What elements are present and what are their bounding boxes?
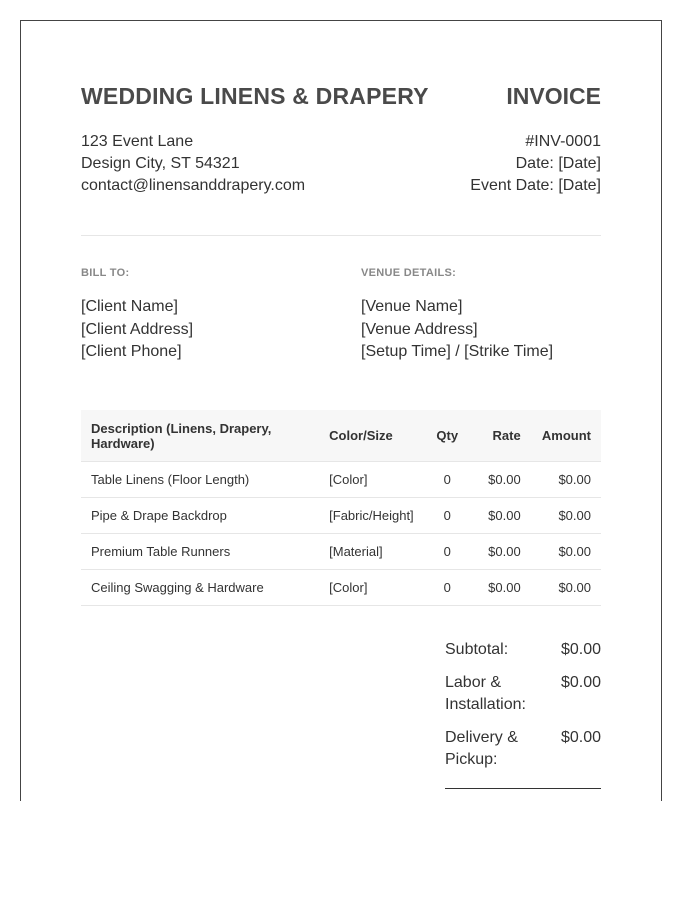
event-date: Event Date: [Date] bbox=[470, 177, 601, 194]
row-color-size: [Color] bbox=[329, 462, 428, 498]
header-color-size: Color/Size bbox=[329, 410, 428, 462]
invoice-page bbox=[20, 20, 662, 801]
venue-address: [Venue Address] bbox=[361, 320, 478, 338]
delivery-label: Delivery & Pickup: bbox=[445, 729, 518, 768]
row-amount: $0.00 bbox=[521, 462, 601, 498]
company-address-line2: Design City, ST 54321 bbox=[81, 155, 240, 172]
venue-heading: VENUE DETAILS: bbox=[361, 267, 457, 279]
totals-section bbox=[445, 639, 601, 782]
invoice-meta bbox=[341, 131, 601, 197]
row-rate: $0.00 bbox=[467, 462, 521, 498]
row-rate: $0.00 bbox=[467, 498, 521, 534]
company-address-line1: 123 Event Lane bbox=[81, 133, 194, 150]
row-rate: $0.00 bbox=[467, 570, 521, 606]
table-header-row bbox=[81, 410, 601, 462]
row-color-size: [Material] bbox=[329, 534, 428, 570]
venue-section bbox=[361, 267, 601, 364]
invoice-header bbox=[81, 83, 601, 110]
company-name: WEDDING LINENS & DRAPERY bbox=[81, 83, 429, 109]
header-qty: Qty bbox=[428, 410, 467, 462]
row-amount: $0.00 bbox=[521, 498, 601, 534]
row-description: Table Linens (Floor Length) bbox=[81, 462, 329, 498]
table-row bbox=[81, 498, 601, 534]
table-row bbox=[81, 534, 601, 570]
row-description: Pipe & Drape Backdrop bbox=[81, 498, 329, 534]
client-name: [Client Name] bbox=[81, 298, 178, 315]
row-description: Premium Table Runners bbox=[81, 534, 329, 570]
row-qty: 0 bbox=[428, 498, 467, 534]
header-rate: Rate bbox=[467, 410, 521, 462]
labor-value: $0.00 bbox=[560, 674, 601, 691]
invoice-number: #INV-0001 bbox=[525, 133, 601, 150]
line-items-table bbox=[81, 410, 601, 606]
venue-name: [Venue Name] bbox=[361, 298, 463, 315]
row-amount: $0.00 bbox=[521, 570, 601, 606]
invoice-date: Date: [Date] bbox=[515, 155, 601, 172]
row-color-size: [Fabric/Height] bbox=[329, 498, 428, 534]
delivery-row bbox=[445, 727, 601, 771]
venue-times: [Setup Time] / [Strike Time] bbox=[361, 343, 554, 360]
table-row bbox=[81, 570, 601, 606]
bill-to-heading: BILL TO: bbox=[81, 267, 130, 279]
row-qty: 0 bbox=[428, 462, 467, 498]
delivery-value: $0.00 bbox=[560, 729, 601, 746]
labor-label: Labor & Installation: bbox=[445, 674, 526, 713]
subtotal-value: $0.00 bbox=[560, 641, 601, 658]
header-divider bbox=[81, 235, 601, 236]
invoice-title: INVOICE bbox=[506, 83, 601, 109]
client-address: [Client Address] bbox=[81, 320, 194, 338]
company-address bbox=[81, 131, 305, 197]
labor-row bbox=[445, 672, 601, 716]
row-qty: 0 bbox=[428, 534, 467, 570]
row-description: Ceiling Swagging & Hardware bbox=[81, 570, 329, 606]
table-row bbox=[81, 462, 601, 498]
row-rate: $0.00 bbox=[467, 534, 521, 570]
row-qty: 0 bbox=[428, 570, 467, 606]
subtotal-row bbox=[445, 639, 601, 661]
row-amount: $0.00 bbox=[521, 534, 601, 570]
bill-to-section bbox=[81, 267, 341, 364]
client-phone: [Client Phone] bbox=[81, 343, 182, 360]
header-amount: Amount bbox=[521, 410, 601, 462]
row-color-size: [Color] bbox=[329, 570, 428, 606]
header-description: Description (Linens, Drapery, Hardware) bbox=[81, 410, 329, 462]
subtotal-label: Subtotal: bbox=[445, 641, 509, 658]
company-email: contact@linensanddrapery.com bbox=[81, 177, 306, 194]
totals-divider bbox=[445, 788, 601, 789]
